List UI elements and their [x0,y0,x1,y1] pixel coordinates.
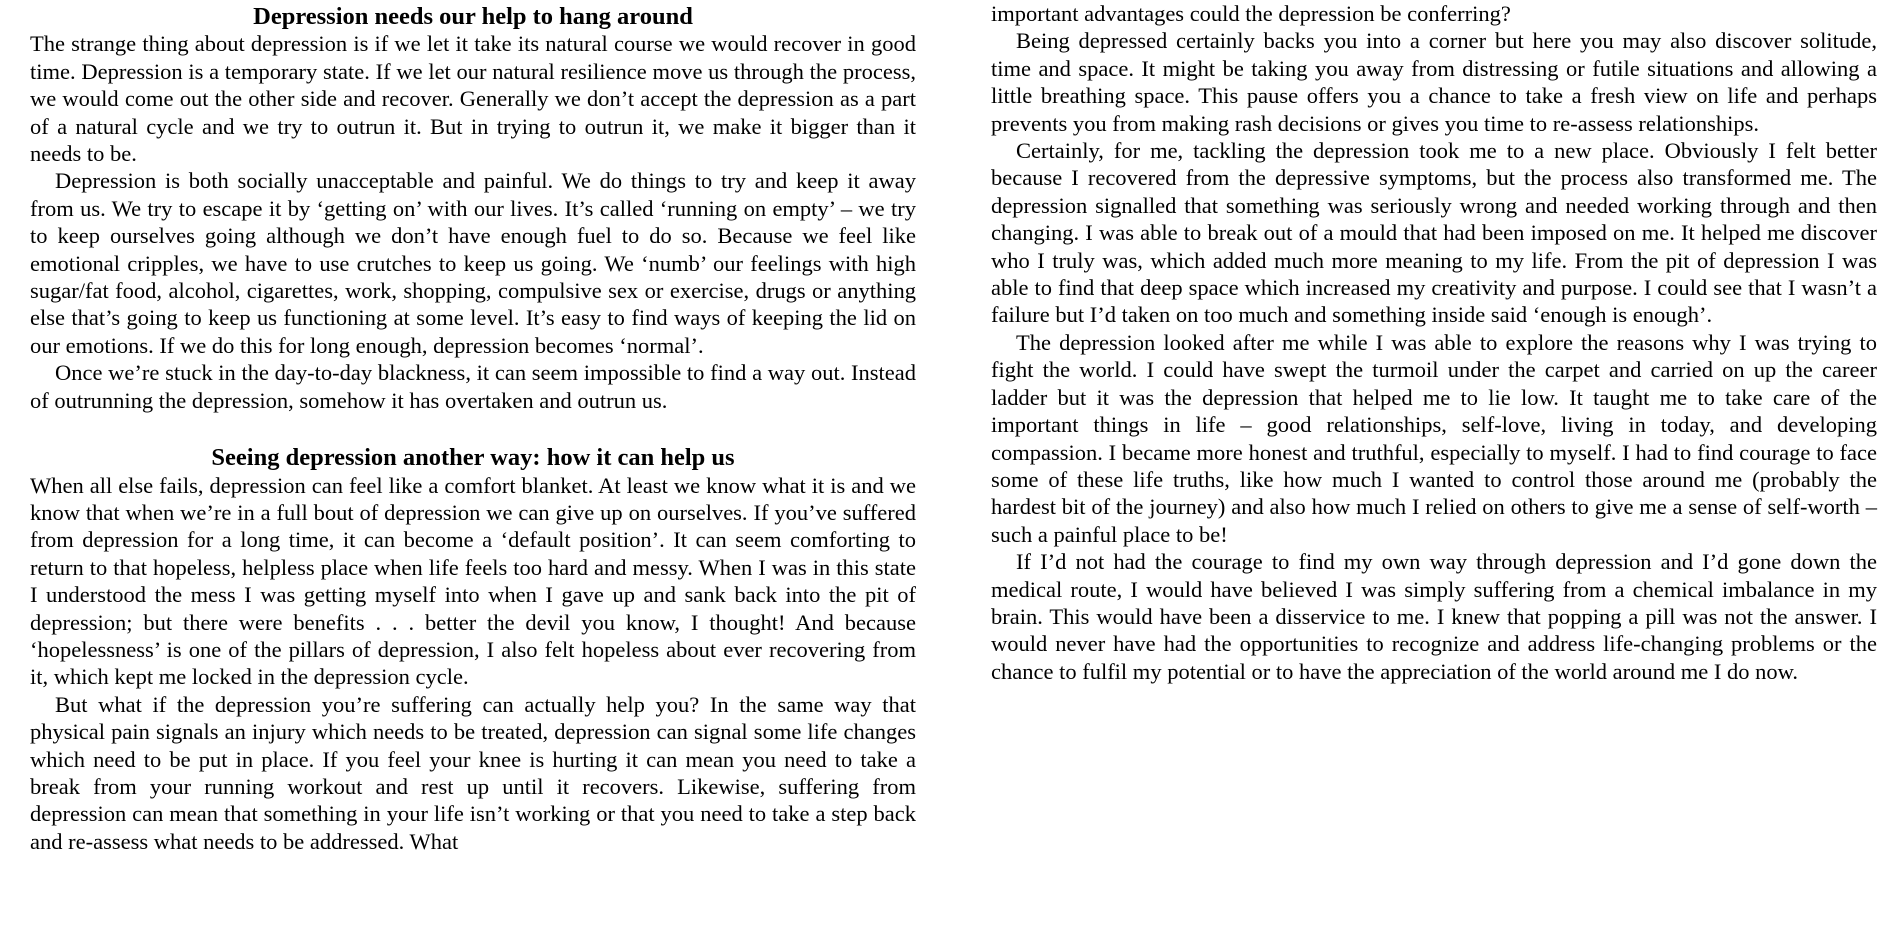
left-column [30,0,916,855]
section-heading-another-way: Seeing depression another way: how it can help us [211,444,735,472]
paragraph-comfort-blanket: When all else fails, depression can feel like a comfort blanket. At least we know what it is and we know that when we’re in a full bout of depression we can give up on ourselves. If you’ve suffered from depression for a long time, it can become a ‘default position’. It can seem comforting to return to that hopeless, helpless place when life feels too hard and messy. When I was in this state I understood the mess I was getting myself into when I gave up and sank back into the pit of depression; but there were benefits . . . better the devil you know, I thought! And because ‘hopelessness’ is one of the pillars of depression, I also felt hopeless about ever recovering from it, which kept me locked in the depression cycle. [30,472,916,690]
paragraph-new-place: Certainly, for me, tackling the depression took me to a new place. Obviously I felt better because I recovered from the depressive symptoms, but the process also transformed me. The depression signalled that something was seriously wrong and needed working through and then changing. I was able to break out of a mould that had been imposed on me. It helped me discover who I truly was, which added much more meaning to my life. From the pit of depression I was able to find that deep space which increased my creativity and purpose. I could see that I wasn’t a failure but I’d taken on too much and something inside said ‘enough is enough’. [991,138,1877,328]
paragraph-important-advantages: important advantages could the depression be conferring? [991,1,1511,26]
paragraph-backs-into-corner: Being depressed certainly backs you into a corner but here you may also discover solitude, time and space. It might be taking you away from distressing or futile situations and allowing a little breathing space. This pause offers you a chance to take a fresh view on life and perhaps prevents you from making rash decisions or gives you time to re-assess relationships. [991,28,1877,136]
paragraph-help-you: But what if the depression you’re suffering can actually help you? In the same way that physical pain signals an injury which needs to be treated, depression can signal some life changes which need to be put in place. If you feel your knee is hurting it can mean you need to take a break from your running workout and rest up until it recovers. Likewise, suffering from depression can mean that something in your life isn’t working or that you need to take a step back and re-assess what needs to be addressed. What [30,691,916,854]
paragraph-medical-route: If I’d not had the courage to find my own way through depression and I’d gone down the medical route, I would have believed I was simply suffering from a chemical imbalance in my brain. This would have been a disservice to me. I knew that popping a pill was not the answer. I would never have had the opportunities to recognize and address life-changing problems or the chance to fulfil my potential or to have the appreciation of the world around me I do now. [991,549,1877,684]
section-heading-hang-around: Depression needs our help to hang around [253,3,693,30]
paragraph-socially-unacceptable: Depression is both socially unacceptable and painful. We do things to try and keep it away from us. We try to escape it by ‘getting on’ with our lives. It’s called ‘running on empty’ – we try to keep ourselves going although we don’t have enough fuel to do so. Because we feel like emotional cripples, we have to use crutches to keep us going. We ‘numb’ our feelings with high sugar/fat food, alcohol, cigarettes, work, shopping, compulsive sex or exercise, drugs or anything else that’s going to keep us functioning at some level. It’s easy to find ways of keeping the lid on our emotions. If we do this for long enough, depression becomes ‘normal’. [30,168,916,358]
paragraph-day-to-day-blackness: Once we’re stuck in the day-to-day blackness, it can seem impossible to find a way out. Instead of outrunning the depression, somehow it has overtaken and outrun us. [30,360,916,413]
right-column [991,0,1877,685]
paragraph-natural-course: The strange thing about depression is if we let it take its natural course we would recover in good time. Depression is a temporary state. If we let our natural resilience move us through the process, we would come out the other side and recover. Generally we don’t accept the depression as a part of a natural cycle and we try to outrun it. But in trying to outrun it, we make it bigger than it needs to be. [30,31,916,167]
paragraph-looked-after-me: The depression looked after me while I was able to explore the reasons why I was trying to fight the world. I could have swept the turmoil under the carpet and carried on up the career ladder but it was the depression that helped me to lie low. It taught me to take care of the important things in life – good relationships, self-love, living in today, and developing compassion. I became more honest and truthful, especially to myself. I had to find courage to face some of these life truths, like how much I wanted to control those around me (probably the hardest bit of the journey) and also how much I relied on others to give me a sense of self-worth – such a painful place to be! [991,329,1877,547]
